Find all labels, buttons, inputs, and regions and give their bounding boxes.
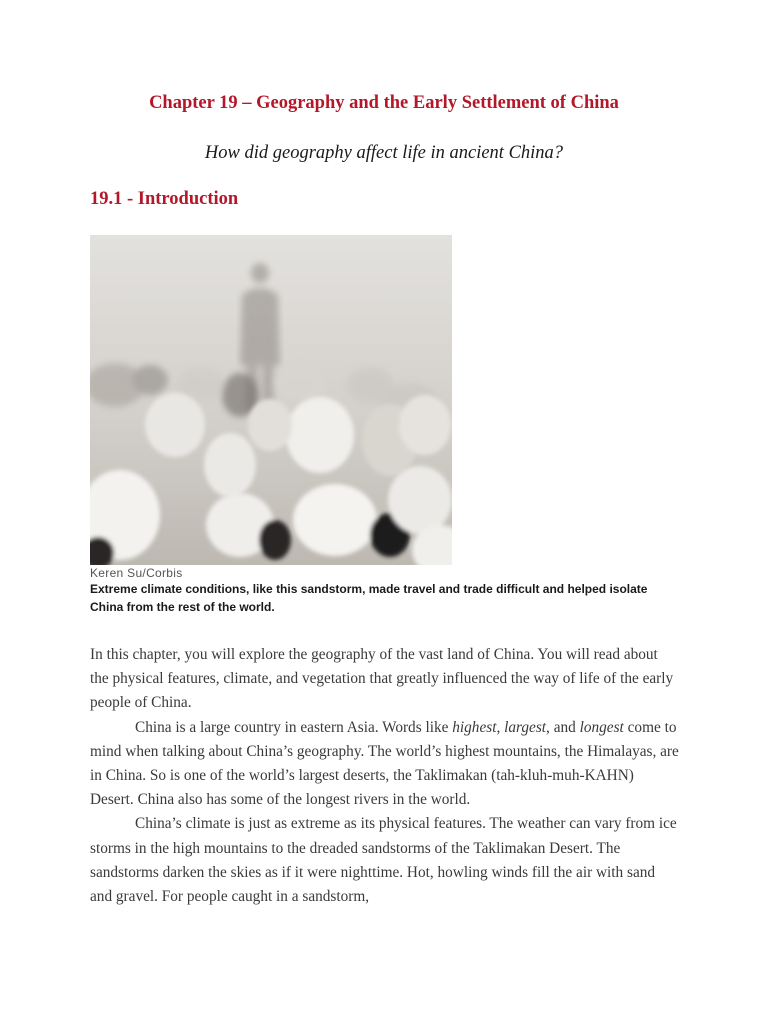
- paragraph-climate: China’s climate is just as extreme as its physical features. The weather can vary from ice storms in the high mountains to the dreaded sandstorms of the Taklimakan Desert. The sandstorms darken the skies as if it were nighttime. Hot, howling winds fill the air with sand and gravel. For people caught in a sandstorm,: [90, 815, 677, 906]
- section-heading: 19.1 - Introduction: [90, 189, 239, 209]
- chapter-title: Chapter 19 – Geography and the Early Settlement of China: [149, 93, 619, 113]
- text-run: , and: [546, 718, 580, 736]
- chapter-body-text: [90, 643, 680, 909]
- paragraph-geography: [90, 716, 680, 813]
- text-run: China is a large country in eastern Asia. Words like: [135, 718, 453, 736]
- emphasis-highest: highest: [452, 718, 497, 736]
- essential-question: How did geography affect life in ancient China?: [204, 143, 564, 163]
- photo-caption: Extreme climate conditions, like this sandstorm, made travel and trade difficult and helped isolate China from the rest of the world.: [90, 582, 648, 614]
- emphasis-longest: longest: [579, 718, 624, 736]
- photo-credit: Keren Su/Corbis: [90, 566, 183, 580]
- sandstorm-photo: [90, 235, 452, 565]
- paragraph-intro: In this chapter, you will explore the geography of the vast land of China. You will read about the physical features, climate, and vegetation that greatly influenced the way of life of the early people of China.: [90, 646, 674, 712]
- emphasis-largest: largest: [504, 718, 547, 736]
- text-run: ,: [496, 718, 505, 736]
- text-run: come to mind when talking about China’s geography. The world’s highest mountains, the Himalayas, are in China. So is one of the world’s largest deserts, the Taklimakan (tah-kluh-muh-KAHN) Desert. China also has some of the longest rivers in the world.: [90, 718, 679, 809]
